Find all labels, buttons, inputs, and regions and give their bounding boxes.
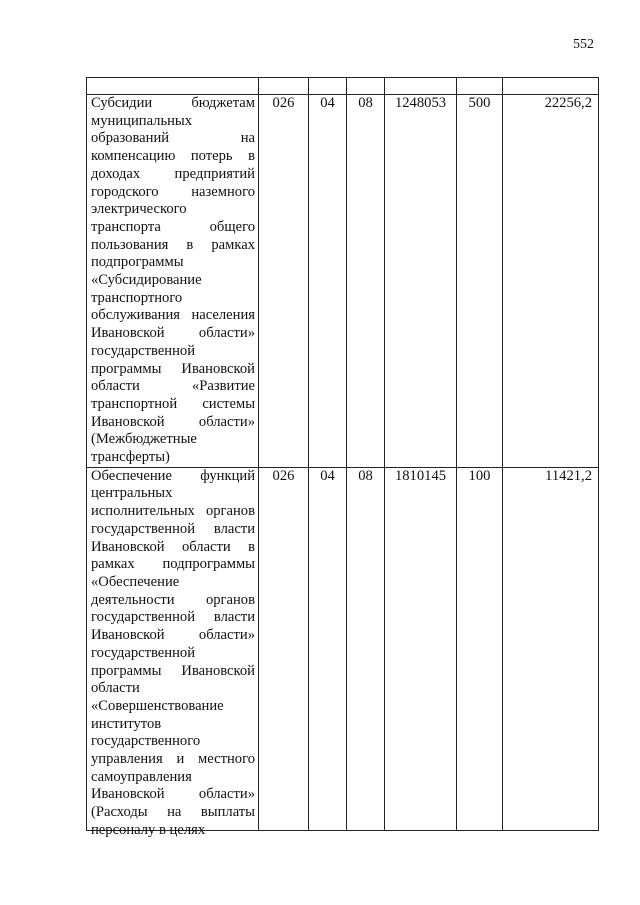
page-number: 552 [573, 37, 594, 52]
subsection-code-cell: 08 [347, 467, 385, 830]
expense-type-cell: 500 [457, 95, 503, 468]
header-cell [385, 78, 457, 95]
expense-type-cell: 100 [457, 467, 503, 830]
target-article-cell: 1810145 [385, 467, 457, 830]
description-cell [87, 95, 259, 468]
header-cell [457, 78, 503, 95]
header-cell [87, 78, 259, 95]
ministry-code-cell: 026 [259, 467, 309, 830]
header-cell [309, 78, 347, 95]
amount-cell: 22256,2 [503, 95, 599, 468]
budget-table [86, 77, 599, 838]
section-code-cell: 04 [309, 95, 347, 468]
table-row [87, 95, 599, 468]
table-header-row [87, 78, 599, 95]
ministry-code-cell: 026 [259, 95, 309, 468]
table-row [87, 467, 599, 830]
header-cell [503, 78, 599, 95]
subsection-code-cell: 08 [347, 95, 385, 468]
amount-cell: 11421,2 [503, 467, 599, 830]
target-article-cell: 1248053 [385, 95, 457, 468]
description-text: Обеспечение функций центральных исполнительных органов государственной власти Ивановской области в рамках подпрограммы «Обеспечение деятельности органов государственной власти Ивановской области» государственной программы Ивановской области «Совершенствование институтов государственного управления и местного самоуправления Ивановской области» (Расходы на выплаты персоналу в целях [91, 467, 255, 838]
description-cell [87, 467, 259, 838]
description-text: Субсидии бюджетам муниципальных образований на компенсацию потерь в доходах предприятий городского наземного электрического транспорта общего пользования в рамках подпрограммы «Субсидирование транспортного обслуживания населения Ивановской области» государственной программы Ивановской области «Развитие транспортной системы Ивановской области» (Межбюджетные трансферты) [91, 95, 255, 466]
header-cell [347, 78, 385, 95]
section-code-cell: 04 [309, 467, 347, 830]
header-cell [259, 78, 309, 95]
